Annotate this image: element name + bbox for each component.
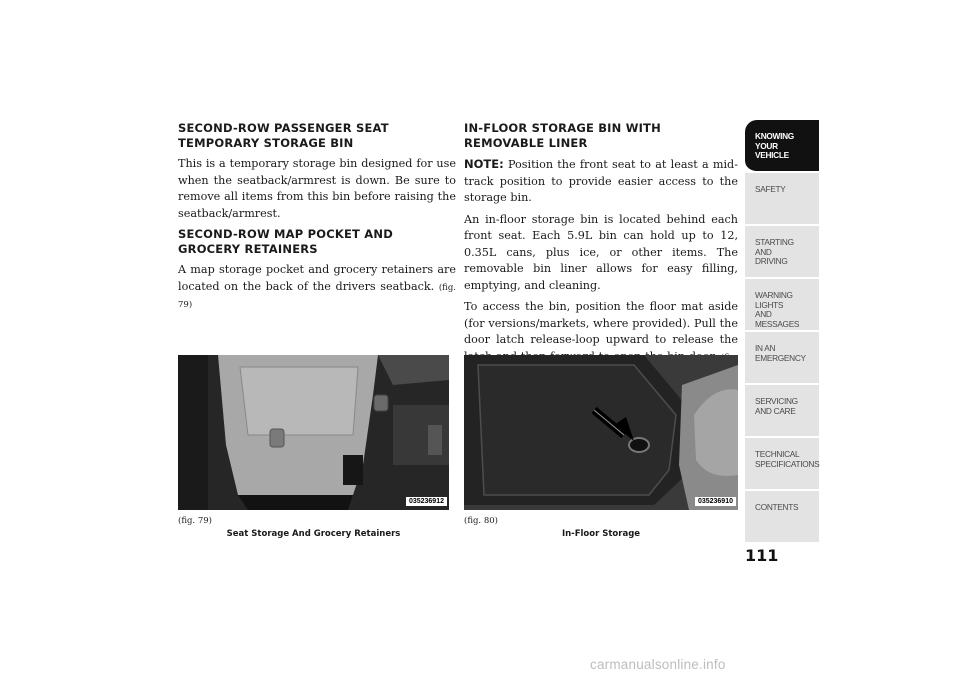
heading-temporary-storage-bin: SECOND-ROW PASSENGER SEAT TEMPORARY STORAGE BIN: [178, 121, 389, 150]
tab-in-an-emergency[interactable]: [745, 332, 819, 385]
tab-servicing-and-care[interactable]: [745, 385, 819, 438]
tab-knowing-your-vehicle[interactable]: [745, 120, 819, 173]
fig-79-caption: Seat Storage And Grocery Retainers: [226, 529, 401, 539]
note-paragraph: [464, 156, 738, 207]
tab-warning-lights[interactable]: [745, 279, 819, 332]
tab-label: IN AN EMERGENCY: [755, 343, 806, 363]
figure-80-photo: [464, 355, 738, 510]
paragraph-map-pocket: [178, 262, 456, 314]
paragraph-bin-capacity: An in-floor storage bin is located behind each front seat. Each 5.9L bin can hold up to 12, 0.35L cans, plus ice, or other items. The removable bin liner allows for easy filling, emptying, and cleaning.: [464, 212, 738, 292]
tab-label: TECHNICAL SPECIFICATIONS: [755, 449, 820, 469]
right-column: [464, 121, 738, 389]
note-label: NOTE:: [464, 157, 504, 171]
heading-in-floor-storage: IN-FLOOR STORAGE BIN WITH REMOVABLE LINER: [464, 121, 661, 150]
floor-bin-illustration: [464, 355, 738, 510]
tab-label: STARTING AND DRIVING: [755, 237, 794, 267]
tab-safety[interactable]: [745, 173, 819, 226]
note-text: Position the front seat to at least a mid-track position to provide easier access to the storage bin.: [464, 158, 738, 204]
heading-map-pocket: SECOND-ROW MAP POCKET AND GROCERY RETAINERS: [178, 227, 393, 256]
tab-technical-specifications[interactable]: [745, 438, 819, 491]
seatback-illustration: [178, 355, 449, 510]
page-number: 111: [745, 546, 779, 565]
tab-label: KNOWING YOUR VEHICLE: [755, 131, 794, 161]
tab-starting-and-driving[interactable]: [745, 226, 819, 279]
paragraph-map-pocket-text: A map storage pocket and grocery retainers are located on the back of the drivers seatback.: [178, 263, 456, 293]
tab-label: WARNING LIGHTS AND MESSAGES: [755, 290, 800, 329]
fig-79-reference: (fig. 79): [178, 282, 456, 310]
left-column: [178, 121, 456, 319]
watermark: carmanualsonline.info: [590, 657, 726, 672]
tab-label: SAFETY: [755, 184, 786, 194]
fig-79-code: 035236912: [406, 497, 447, 506]
tab-label: SERVICING AND CARE: [755, 396, 798, 416]
figure-79-photo: [178, 355, 449, 510]
paragraph-bin-access-text: To access the bin, position the floor mat aside (for versions/markets, where provided). Pull the door latch release-loop upward to release the: [464, 300, 738, 346]
section-tabs: [745, 120, 819, 544]
fig-80-number: (fig. 80): [464, 516, 498, 526]
tab-contents[interactable]: [745, 491, 819, 544]
paragraph-temporary-storage-bin: This is a temporary storage bin designed for use when the seatback/armrest is down. Be sure to remove all items from this bin before raising the seatback/armrest.: [178, 157, 456, 220]
fig-80-code: 035236910: [695, 497, 736, 506]
tab-label: CONTENTS: [755, 502, 799, 512]
fig-79-number: (fig. 79): [178, 516, 212, 526]
fig-80-caption: In-Floor Storage: [561, 529, 641, 539]
